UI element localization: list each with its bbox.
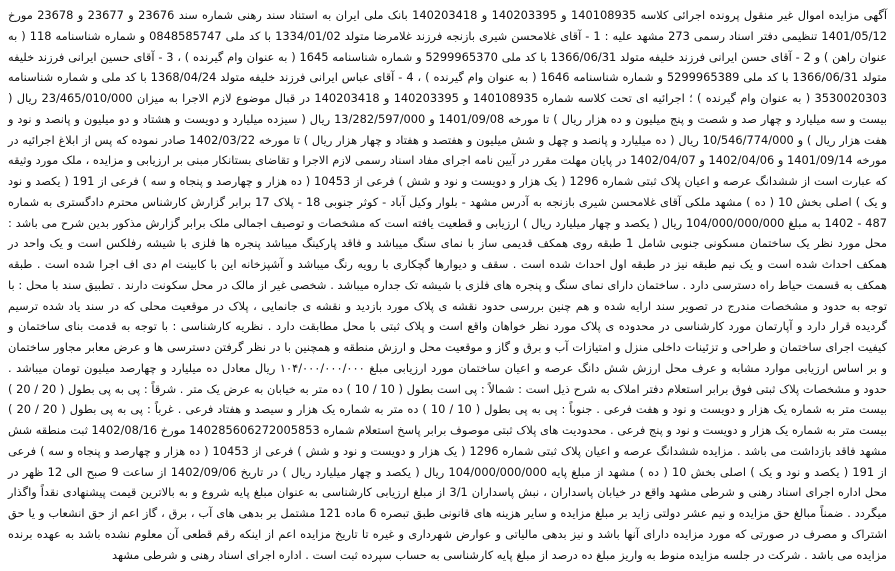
auction-notice-text: آگهی مزایده اموال غیر منقول پرونده اجرائی کلاسه 140108935 و 140203395 و 140203418 بانک ملی ایران به استناد سند رهنی شماره سند 23676 و 23677 و 23678 مورخ 1401/05/12 تنظیمی دفتر اسناد رسمی 273 مشهد علیه : 1 - آقای غلامحسن شیری بازنجه فرزند غلامرضا متولد 1334/01/02 با کد ملی 0848585747 و شماره شناسنامه 118 ( به عنوان راهن ) و 2 - آقای حسن ایرانی فرزند خلیفه متولد 1366/06/31 با کد ملی 5299965370 و شماره شناسنامه 1645 ( به عنوان وام گیرنده ) ، 3 - آقای حسین ایرانی فرزند خلیفه متولد 1366/06/31 با کد ملی 5299965389 و شماره شناسنامه 1646 ( به عنوان وام گیرنده ) ، 4 - آقای عباس ایرانی فرزند خلیفه متولد 1368/04/24 با کد ملی و شماره شناسنامه 3530020303 ( به عنوان وام گیرنده ) ؛ اجرائیه ای تحت کلاسه شماره 140108935 و 140203395 و 140203418 در قبال موضوع لازم الاجرا به میزان 23/465/010/000 ریال ( بیست و سه میلیارد و چهار صد و شصت و پنج میلیون و ده هزار ریال ) تا مورخه 1401/09/08 و 13/282/597/000 ریال ( سیزده میلیارد و دویست و هشتاد و دو میلیون و پانصد و نود و هفت هزار ریال ) و 10/546/774/000 ریال ( ده میلیارد و پانصد و چهل و شش میلیون و هفتصد و هفتاد و چهار هزار ریال ) تا مورخه 1402/03/22 صادر نموده که پس از ابلاغ اجرائیه در مورخه 1401/09/14 و 1402/04/06 و 1402/04/07 در پایان مهلت مقرر در آیین نامه اجرای مفاد اسناد رسمی لازم الاجرا و تقاضای بستانکار مبنی بر ارزیابی و مزایده ، ملک مورد وثیقه که عبارت است از ششدانگ عرصه و اعیان پلاک ثبتی شماره 1296 ( یک هزار و دویست و نود و شش ) فرعی از 10453 ( ده هزار و چهارصد و پنجاه و سه ) فرعی از 191 ( یکصد و نود و یک ) اصلی بخش 10 ( ده ) مشهد ملکی آقای غلامحسن شیری بازنجه به آدرس مشهد - بلوار وکیل آباد - کوثر جنوبی 18 - پلاک 17 برابر گزارش کارشناس محترم دادگستری به شماره 487 - 1402 به مبلغ 104/000/000/000 ریال ( یکصد و چهار میلیارد ریال ) ارزیابی و قطعیت یافته است که مشخصات و توصیف اجمالی ملک برابر گزارش مذکور بدین شرح می باشد : محل مورد نظر یک ساختمان مسکونی جنوبی شامل 1 طبقه روی همکف قدیمی ساز با نمای سنگ میباشد و فاقد پارکینگ میباشد پنجره ها فلزی با شیشه رفلکس است و یک واحد در همکف احداث شده است و یک نیم طبقه نیز در طبقه اول احداث شده است . سقف و دیوارها گچکاری با رویه رنگ میباشد و آشپزخانه این با کابینت ام دی اف اجرا شده است . طبقه همکف به قسمت حیاط راه دسترسی دارد . ساختمان دارای نمای سنگ و پنجره های فلزی با شیشه تک جداره میباشد . شخصی غیر از مالک در محل سکونت دارند . تطبیق سند با محل : با توجه به حدود و مشخصات مندرج در تصویر سند ارایه شده و هم چنین بررسی حدود نقشه ی پلاک مورد بازدید و نقشه ی جانمایی ، پلاک در موقعیت محلی که در سند یاد شده ترسیم گردیده قرار دارد و آپارتمان مورد کارشناسی در محدوده ی پلاک مورد نظر خواهان واقع است و پلاک ثبتی با محل مطابقت دارد . نظریه کارشناسی : با توجه به قدمت بنای ساختمان و کیفیت اجرای ساختمان و طراحی و تزئینات داخلی منزل و امتیازات آب و برق و گاز و موقعیت محل و ارزش منطقه و همچنین با در نظر گرفتن دسترسی ها و عرض معابر مجاور ساختمان و بر اساس ارزیابی موارد مشابه و عرف محل ارزش شش دانگ عرصه و اعیان ساختمان مورد ارزیابی مبلغ ۱۰۴/۰۰۰/۰۰۰/۰۰۰ ریال معادل ده میلیارد و چهارصد میلیون تومان میباشد . حدود و مشخصات پلاک ثبتی فوق برابر استعلام دفتر املاک به شرح ذیل است : شمالاً : پی است بطول ( 10 / 10 ) ده متر به خیابان به عرض یک متر . شرقاً : پی به پی بطول ( 20 / 20 ) بیست متر به شماره یک هزار و دویست و نود و هفت فرعی . جنوباً : پی به پی بطول ( 10 / 10 ) ده متر به شماره یک هزار و سیصد و هفتاد فرعی . غرباً : پی به پی بطول ( 20 / 20 ) بیست متر به شماره یک هزار و دویست و نود و پنج فرعی . محدودیت های پلاک ثبتی موصوف برابر پاسخ استعلام شماره 140285606272005853 مورخ 1402/08/16 ثبت منطقه شش مشهد فاقد بازداشت می باشد . مزایده ششدانگ عرصه و اعیان پلاک ثبتی شماره 1296 ( یک هزار و دویست و نود و شش ) فرعی از 10453 ( ده هزار و چهارصد و پنجاه و سه ) فرعی از 191 ( یکصد و نود و یک ) اصلی بخش 10 ( ده ) مشهد از مبلغ پایه 104/000/000/000 ریال ( یکصد و چهار میلیارد ریال ) در تاریخ 1402/09/06 از ساعت 9 صبح الی 12 ظهر در محل اداره اجرای اسناد رهنی و شرطی مشهد واقع در خیابان پاسداران ، نبش پاسداران 3/1 از مبلغ ارزیابی کارشناسی به عنوان مبلغ پایه شروع و به بالاترین قیمت پیشنهادی نقداً واگذار میگردد . ضمناً مبالغ حق مزایده و نیم عشر دولتی زاید بر مبلغ مزایده و سایر هزینه های قانونی طبق تبصره 6 ماده 121 مشتمل بر بدهی های آب ، برق ، گاز اعم از حق انشعاب و یا حق اشتراک و مصرف در صورتی که مورد مزایده دارای آنها باشد و نیز بدهی مالیاتی و عوارض شهرداری و غیره تا تاریخ مزایده اعم از اینکه رقم قطعی آن معلوم نشده باشد به عهده برنده مزایده می باشد . شرکت در جلسه مزایده منوط به واریز مبلغ ده درصد از مبلغ پایه کارشناسی به حساب سپرده ثبت است . اداره اجرای اسناد رهنی و شرطی مشهد <box>8 8 888 562</box>
